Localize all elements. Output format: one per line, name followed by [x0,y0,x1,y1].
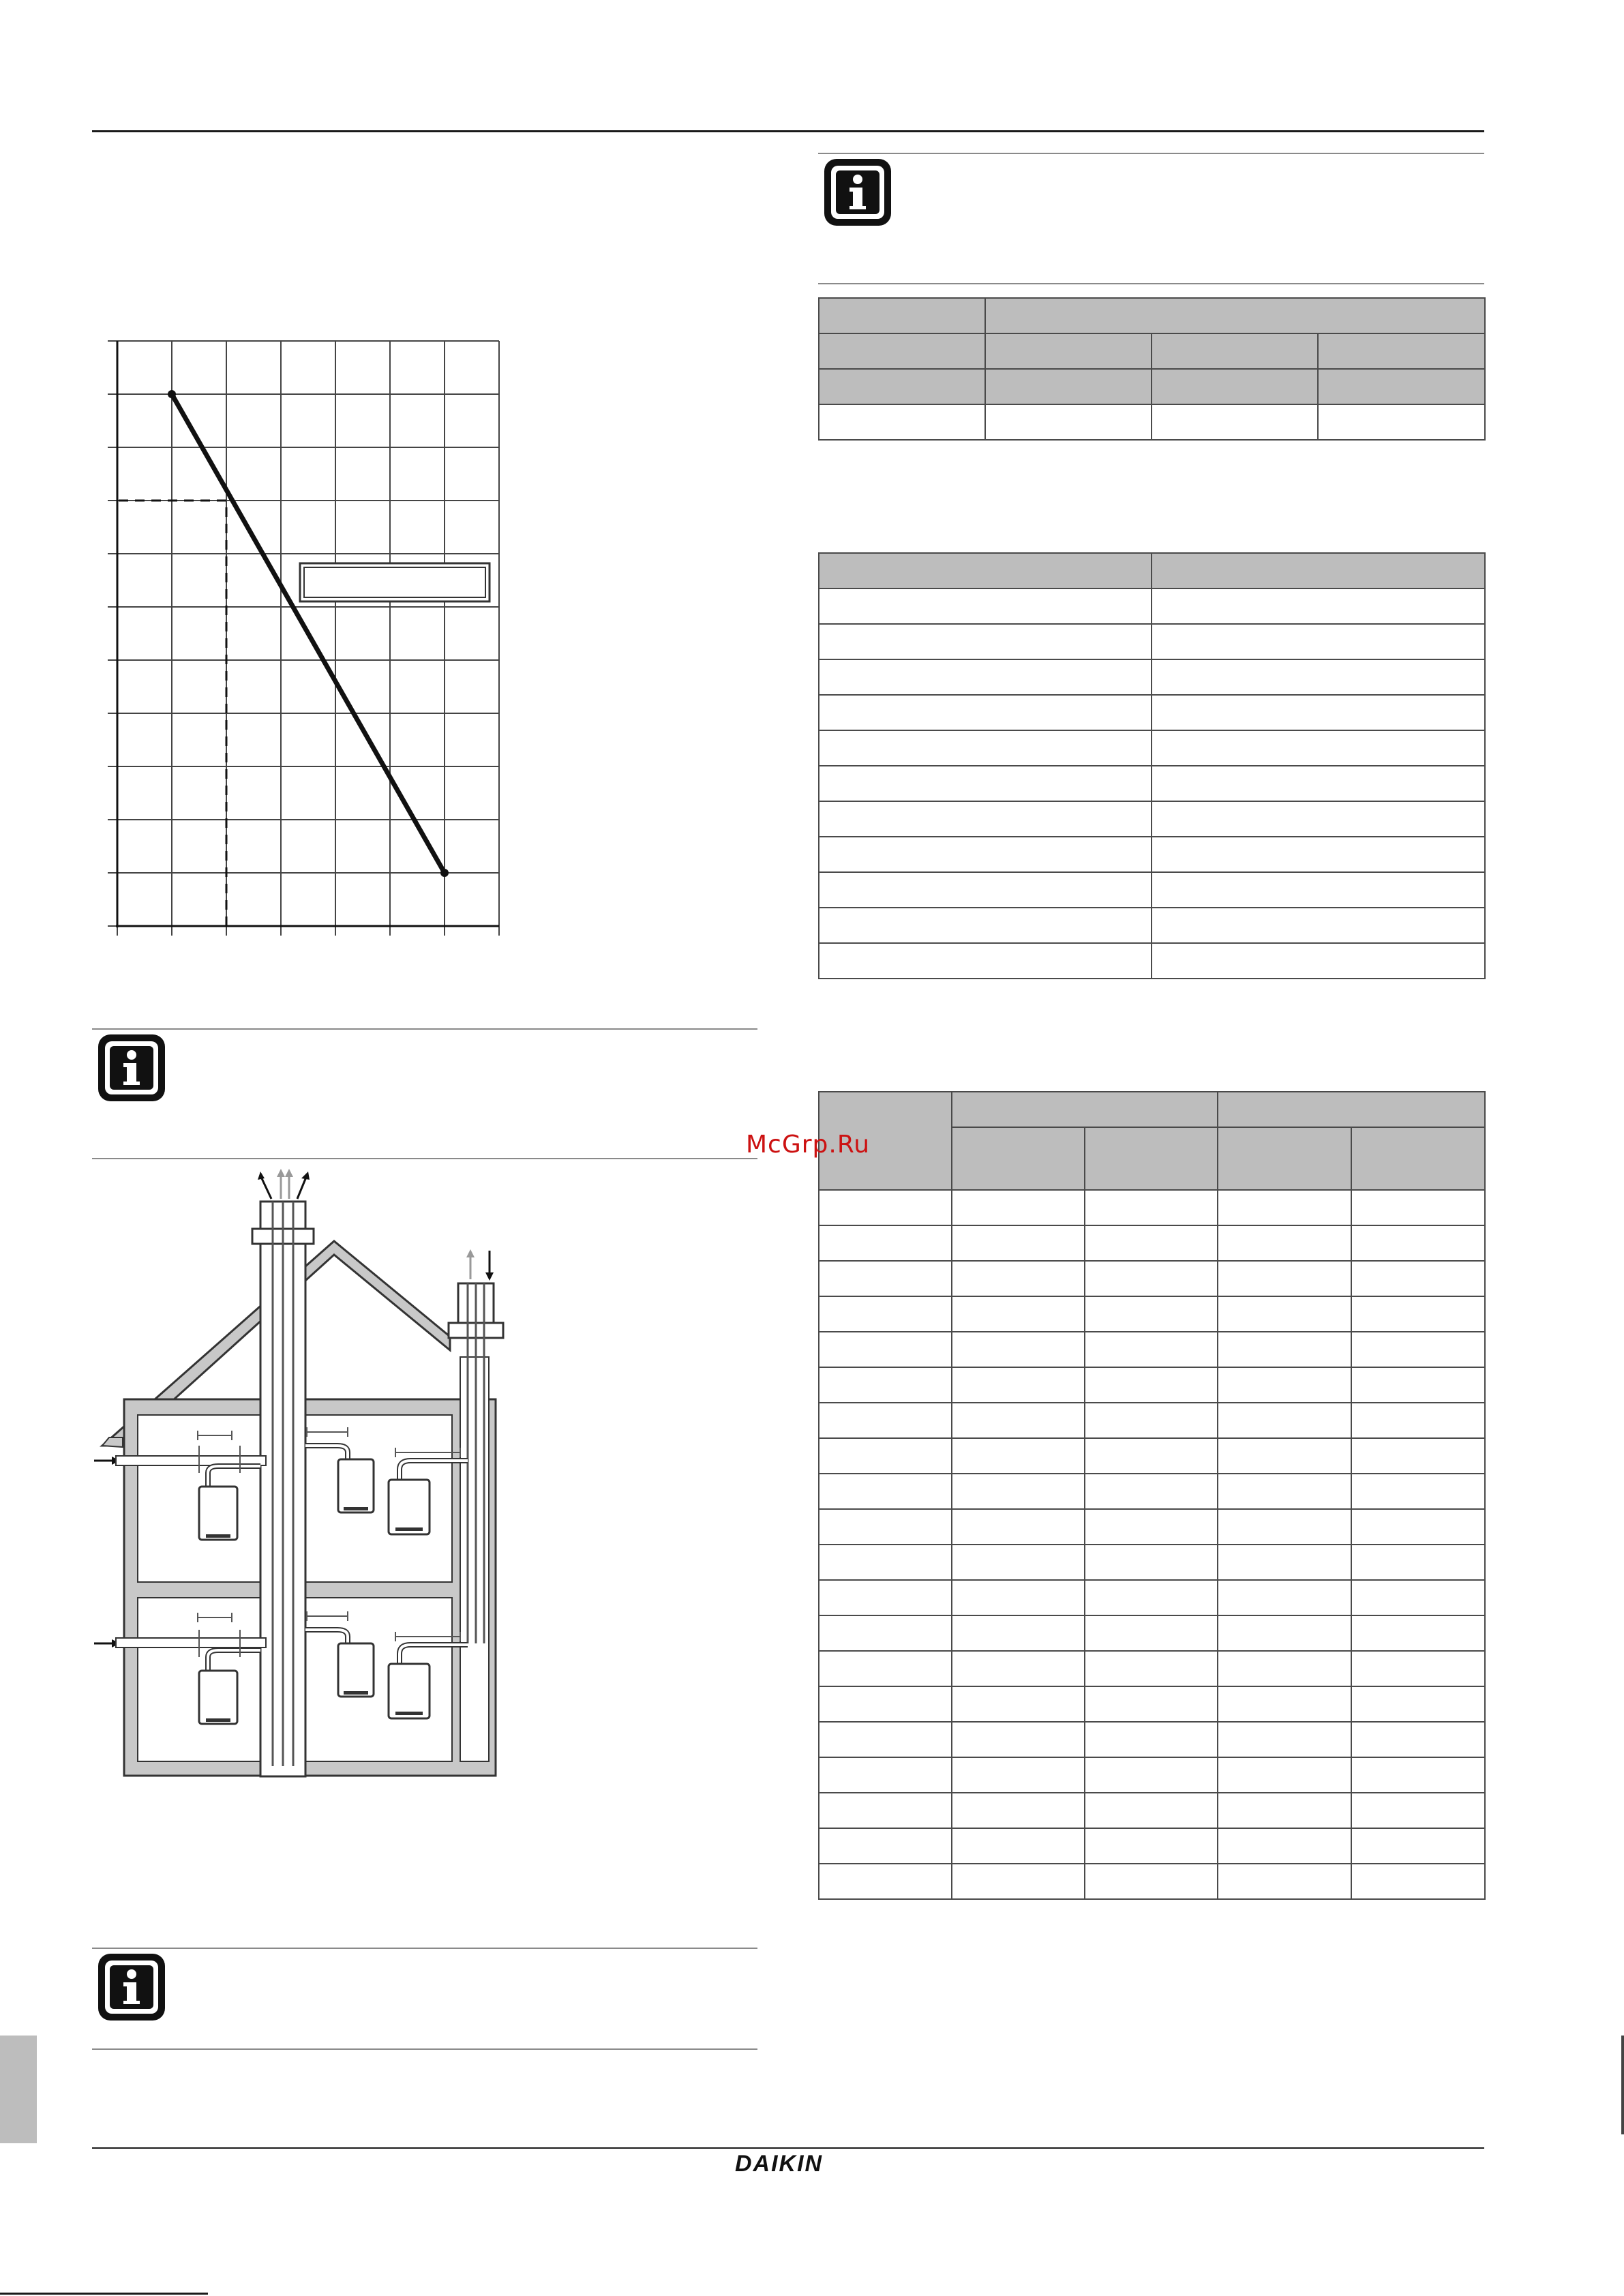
table-cell [952,1545,1085,1580]
table-cell [819,588,1152,624]
table-cell [819,1261,952,1296]
table-cell [1218,1190,1351,1225]
table-cell [1085,1686,1218,1722]
table-cell [1152,695,1485,730]
table-cell [819,298,985,333]
table-2 [818,552,1486,979]
data-point [440,869,449,877]
table-cell [1085,1545,1218,1580]
table-row [819,1651,1485,1686]
table-cell [1351,1296,1485,1332]
table-row [819,1722,1485,1757]
table-cell [1218,1793,1351,1828]
table-row [819,1225,1485,1261]
table-cell [819,1367,952,1403]
table-cell [1351,1580,1485,1615]
table-cell [1085,1225,1218,1261]
table-row [819,730,1485,766]
watermark: McGrp.Ru [746,1131,871,1159]
table-cell [819,1225,952,1261]
table-cell [952,1367,1085,1403]
table-cell [1351,1261,1485,1296]
info-rule-bottom-left-1 [92,1158,757,1159]
table-cell [985,298,1485,333]
table-row [819,659,1485,695]
table-cell [1218,1127,1351,1190]
table-cell [1351,1615,1485,1651]
right-margin-mark [1621,2036,1624,2134]
line-chart [95,327,518,955]
table-cell [1152,730,1485,766]
table-cell [952,1580,1085,1615]
table-cell [1085,1651,1218,1686]
table-cell [985,333,1152,369]
table-cell [1218,1509,1351,1545]
table-1 [818,297,1486,441]
table-cell [1351,1686,1485,1722]
table-cell [819,1545,952,1580]
table-row [819,1261,1485,1296]
table-row [819,1793,1485,1828]
table-cell [1318,333,1485,369]
table-cell [819,1864,952,1899]
table-cell [952,1615,1085,1651]
table-row [819,298,1485,333]
table-cell [1152,553,1485,588]
table-cell [952,1190,1085,1225]
table-row [819,801,1485,837]
table-cell [1218,1864,1351,1899]
table-cell [1351,1651,1485,1686]
table-cell [819,1438,952,1474]
table-cell [952,1864,1085,1899]
table-cell [1318,369,1485,404]
table-cell [1351,1828,1485,1864]
table-row [819,837,1485,872]
table-cell [1085,1332,1218,1367]
table-cell [1085,1864,1218,1899]
info-rule-bottom-left-2 [92,2048,757,2050]
table-cell [819,1793,952,1828]
data-point [168,390,176,398]
table-cell [1218,1225,1351,1261]
table-cell [819,333,985,369]
info-rule-top-left-1 [92,1028,757,1030]
table-row [819,908,1485,943]
table-cell [952,1332,1085,1367]
table-cell [819,1828,952,1864]
table-cell [1085,1722,1218,1757]
table-cell [1152,404,1318,440]
table-cell [1218,1651,1351,1686]
info-icon [96,1032,167,1103]
table-cell [1351,1367,1485,1403]
table-cell [1085,1580,1218,1615]
bottom-edge-rule [0,2293,208,2295]
table-cell [952,1793,1085,1828]
table-cell [819,1474,952,1509]
table-row [819,1190,1485,1225]
table-cell [952,1509,1085,1545]
table-row [819,588,1485,624]
table-cell [1085,1474,1218,1509]
table-cell [1152,369,1318,404]
table-cell [819,369,985,404]
table-cell [1351,1190,1485,1225]
table-cell [819,766,1152,801]
table-row [819,1686,1485,1722]
table-cell [952,1686,1085,1722]
table-cell [1351,1332,1485,1367]
label-box-inner [304,567,485,597]
table-cell [1351,1545,1485,1580]
table-cell [1218,1438,1351,1474]
table-cell [1351,1225,1485,1261]
building-flue-diagram [82,1166,518,1793]
table-cell [1085,1828,1218,1864]
table-row [819,1474,1485,1509]
table-cell [1218,1261,1351,1296]
table-cell [819,1651,952,1686]
table-cell [952,1092,1218,1127]
table-cell [952,1438,1085,1474]
table-cell [1085,1403,1218,1438]
table-cell [1351,1793,1485,1828]
table-cell [1152,801,1485,837]
table-cell [819,1509,952,1545]
table-cell [819,908,1152,943]
side-tab [0,2036,37,2143]
table-row [819,1580,1485,1615]
table-cell [1152,908,1485,943]
table-cell [1152,766,1485,801]
table-cell [819,1686,952,1722]
table-row [819,1092,1485,1127]
table-row [819,333,1485,369]
info-icon [822,157,893,228]
table-cell [1218,1367,1351,1403]
table-cell [819,1615,952,1651]
table-cell [952,1651,1085,1686]
table-cell [1085,1615,1218,1651]
table-row [819,404,1485,440]
table-row [819,872,1485,908]
chart-series [168,390,449,877]
table-cell [819,1757,952,1793]
info-rule-top-left-2 [92,1948,757,1949]
table-cell [819,943,1152,979]
eave [102,1437,123,1447]
table-cell [1218,1615,1351,1651]
table-cell [1085,1367,1218,1403]
table-cell [1218,1403,1351,1438]
table-row [819,1615,1485,1651]
table-cell [819,695,1152,730]
table-cell [1218,1580,1351,1615]
table-cell [952,1474,1085,1509]
table-row [819,766,1485,801]
table-cell [1152,659,1485,695]
table-cell [1351,1474,1485,1509]
table-cell [819,730,1152,766]
table-cell [1351,1127,1485,1190]
table-cell [819,553,1152,588]
table-cell [952,1828,1085,1864]
table-cell [1318,404,1485,440]
table-row [819,695,1485,730]
table-row [819,1296,1485,1332]
table-cell [1152,943,1485,979]
table-cell [1085,1509,1218,1545]
table-cell [952,1261,1085,1296]
table-cell [1152,333,1318,369]
table-cell [985,404,1152,440]
table-cell [819,1580,952,1615]
table-cell [819,1722,952,1757]
table-cell [819,801,1152,837]
table-cell [1218,1828,1351,1864]
table-cell [1085,1757,1218,1793]
table-cell [1085,1296,1218,1332]
table-row [819,1545,1485,1580]
footer-rule [92,2147,1484,2149]
table-cell [1351,1509,1485,1545]
table-row [819,1864,1485,1899]
table-cell [1152,624,1485,659]
info-rule-bottom-right [818,283,1484,284]
table-cell [1218,1757,1351,1793]
table-cell [1218,1722,1351,1757]
table-cell [1085,1438,1218,1474]
table-cell [819,872,1152,908]
table-row [819,1367,1485,1403]
table-cell [819,1296,952,1332]
table-cell [819,1190,952,1225]
table-3 [818,1091,1486,1900]
table-row [819,1332,1485,1367]
table-cell [1152,837,1485,872]
info-icon [96,1952,167,2023]
table-row [819,369,1485,404]
table-cell [952,1127,1085,1190]
table-cell [819,659,1152,695]
table-row [819,1509,1485,1545]
table-cell [819,1403,952,1438]
table-cell [1218,1545,1351,1580]
daikin-logo: DAIKIN [735,2151,824,2177]
chart-grid [108,341,499,936]
table-cell [1085,1793,1218,1828]
table-cell [952,1296,1085,1332]
table-cell [1218,1296,1351,1332]
table-row [819,943,1485,979]
table-cell [985,369,1152,404]
table-cell [1218,1332,1351,1367]
table-cell [952,1403,1085,1438]
chart-label-box [300,563,490,601]
table-cell [952,1757,1085,1793]
table-cell [1218,1686,1351,1722]
table-cell [819,837,1152,872]
top-rule [92,130,1484,132]
table-row [819,1828,1485,1864]
table-row [819,1403,1485,1438]
table-cell [1085,1261,1218,1296]
table-row [819,1757,1485,1793]
table-row [819,553,1485,588]
series-line [172,394,445,873]
table-cell [819,404,985,440]
table-cell [1152,872,1485,908]
table-cell [1218,1092,1485,1127]
table-cell [819,1332,952,1367]
table-cell [1085,1190,1218,1225]
table-row [819,624,1485,659]
table-row [819,1438,1485,1474]
table-cell [1218,1474,1351,1509]
table-cell [1351,1722,1485,1757]
table-cell [819,624,1152,659]
table-cell [1085,1127,1218,1190]
table-cell [952,1722,1085,1757]
table-cell [1152,588,1485,624]
table-cell [1351,1864,1485,1899]
table-cell [1351,1438,1485,1474]
info-rule-top-right [818,153,1484,154]
table-cell [952,1225,1085,1261]
table-cell [1351,1403,1485,1438]
table-cell [1351,1757,1485,1793]
